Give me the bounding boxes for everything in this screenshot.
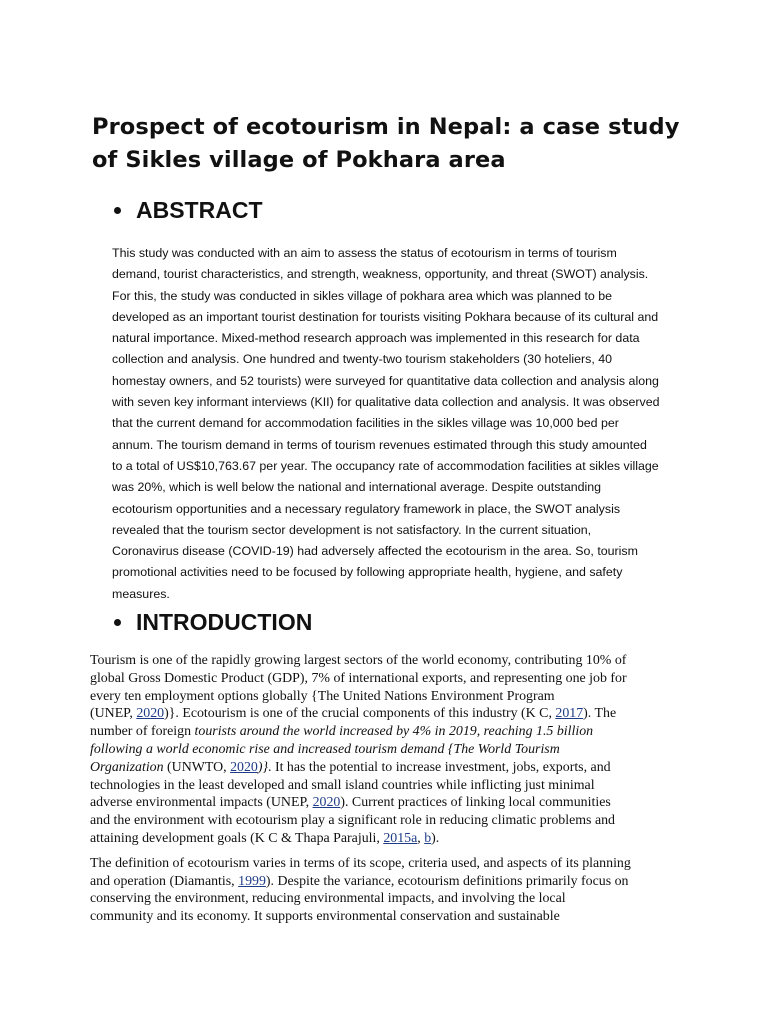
abstract-line: measures.: [112, 586, 170, 601]
intro-text: and operation (Diamantis,: [90, 873, 239, 889]
intro-text: ). Current practices of linking local communities: [340, 795, 611, 811]
abstract-line: This study was conducted with an aim to assess the status of ecotourism in terms of tourism: [112, 246, 617, 260]
intro-line: technologies in the least developed and small island countries while inflicting just minimal: [90, 777, 595, 793]
intro-text: ).: [431, 830, 440, 846]
bullet-icon: [114, 207, 121, 214]
intro-emphasis: )}: [257, 759, 269, 775]
intro-text: . It has the potential to increase investment, jobs, exports, and: [268, 759, 611, 775]
abstract-line: was 20%, which is well below the national and international average. Despite outstanding: [112, 480, 602, 495]
intro-line: [90, 705, 690, 723]
abstract-body: [112, 243, 678, 605]
citation-link-unwto-2020[interactable]: 2020: [230, 759, 258, 775]
abstract-heading: [112, 196, 263, 224]
abstract-line: to a total of US$10,763.67 per year. The occupancy rate of accommodation facilities at sikles village: [112, 458, 659, 473]
abstract-line: promotional activities need to be focused by following appropriate health, hygiene, and safety: [112, 565, 623, 580]
intro-line: conserving the environment, reducing environmental impacts, and involving the local: [90, 891, 566, 907]
intro-paragraph-1: [90, 652, 690, 848]
citation-link-diamantis-1999[interactable]: 1999: [238, 873, 266, 889]
citation-link-unep-2020[interactable]: 2020: [312, 795, 341, 811]
intro-line: [90, 794, 690, 812]
document-title: [92, 111, 692, 177]
abstract-line: natural importance. Mixed-method research approach was implemented in this research for data: [112, 331, 640, 346]
abstract-line: demand, tourist characteristics, and strength, weakness, opportunity, and threat (SWOT) analysis.: [112, 267, 649, 282]
bullet-icon: [114, 619, 121, 626]
intro-line: [90, 830, 690, 848]
intro-emphasis: Organization: [90, 759, 164, 775]
citation-link-kc-2015b[interactable]: b: [424, 830, 432, 846]
abstract-line: Coronavirus disease (COVID-19) had adversely affected the ecotourism in the area. So, tourism: [112, 544, 638, 559]
intro-paragraph-2: [90, 855, 690, 926]
intro-line: every ten employment options globally {The United Nations Environment Program: [90, 688, 555, 704]
abstract-line: annum. The tourism demand in terms of tourism revenues estimated through this study amounted: [112, 437, 647, 452]
abstract-line: ecotourism opportunities and a necessary regulatory framework in place, the SWOT analysis: [112, 501, 621, 516]
intro-line: [90, 723, 690, 741]
intro-text: attaining development goals (K C & Thapa Parajuli,: [90, 830, 384, 846]
abstract-line: homestay owners, and 52 tourists) were surveyed for quantitative data collection and analysis along: [112, 373, 659, 388]
intro-text: The: [594, 706, 617, 722]
intro-line: [90, 873, 690, 891]
citation-link-unep-2020[interactable]: 2020: [136, 706, 165, 722]
abstract-line: For this, the study was conducted in sikles village of pokhara area which was planned to be: [112, 288, 613, 303]
abstract-line: developed as an important tourist destination for tourists visiting Pokhara because of its cultural and: [112, 309, 659, 324]
intro-text: adverse environmental impacts (UNEP,: [90, 795, 313, 811]
intro-emphasis: tourists around the world increased by 4% in 2019, reaching 1.5 billion: [194, 724, 594, 740]
title-line: of Sikles village of Pokhara area: [92, 147, 506, 173]
intro-line: [90, 759, 690, 777]
introduction-body: [90, 652, 690, 933]
intro-line: [90, 741, 690, 759]
title-line: Prospect of ecotourism in Nepal: a case study: [92, 114, 680, 140]
intro-text: ).: [583, 706, 592, 722]
introduction-heading-label: INTRODUCTION: [136, 609, 313, 635]
abstract-line: collection and analysis. One hundred and twenty-two tourism stakeholders (30 hoteliers, 40: [112, 352, 613, 367]
citation-link-kc-2015a[interactable]: 2015a: [383, 830, 418, 846]
citation-link-kc-2017[interactable]: 2017: [555, 706, 584, 722]
intro-text: ,: [417, 830, 425, 846]
intro-line: and the environment with ecotourism play a significant role in reducing climatic problems and: [90, 813, 615, 829]
intro-line: community and its economy. It supports environmental conservation and sustainable: [90, 909, 560, 925]
abstract-line: that the current demand for accommodation facilities in the sikles village was 10,000 bed per: [112, 416, 619, 431]
abstract-heading-label: ABSTRACT: [136, 197, 263, 223]
introduction-heading: [112, 608, 312, 636]
abstract-line: with seven key informant interviews (KII) for qualitative data collection and analysis. It was observed: [112, 395, 660, 410]
intro-text: ). Despite the variance, ecotourism definitions primarily focus on: [265, 873, 629, 889]
intro-text: (UNEP,: [90, 706, 137, 722]
abstract-line: revealed that the tourism sector development is not satisfactory. In the current situation,: [112, 522, 592, 537]
intro-line: Tourism is one of the rapidly growing largest sectors of the world economy, contributing 10% of: [90, 653, 627, 668]
intro-line: global Gross Domestic Product (GDP), 7% of international exports, and representing one job for: [90, 670, 627, 686]
intro-text: number of foreign: [90, 724, 195, 740]
intro-text: (UNWTO,: [163, 759, 231, 775]
intro-line: The definition of ecotourism varies in terms of its scope, criteria used, and aspects of its planning: [90, 855, 631, 871]
intro-text: )}. Ecotourism is one of the crucial components of this industry (K C,: [164, 706, 556, 722]
intro-emphasis: following a world economic rise and increased tourism demand {The World Tourism: [90, 741, 560, 757]
